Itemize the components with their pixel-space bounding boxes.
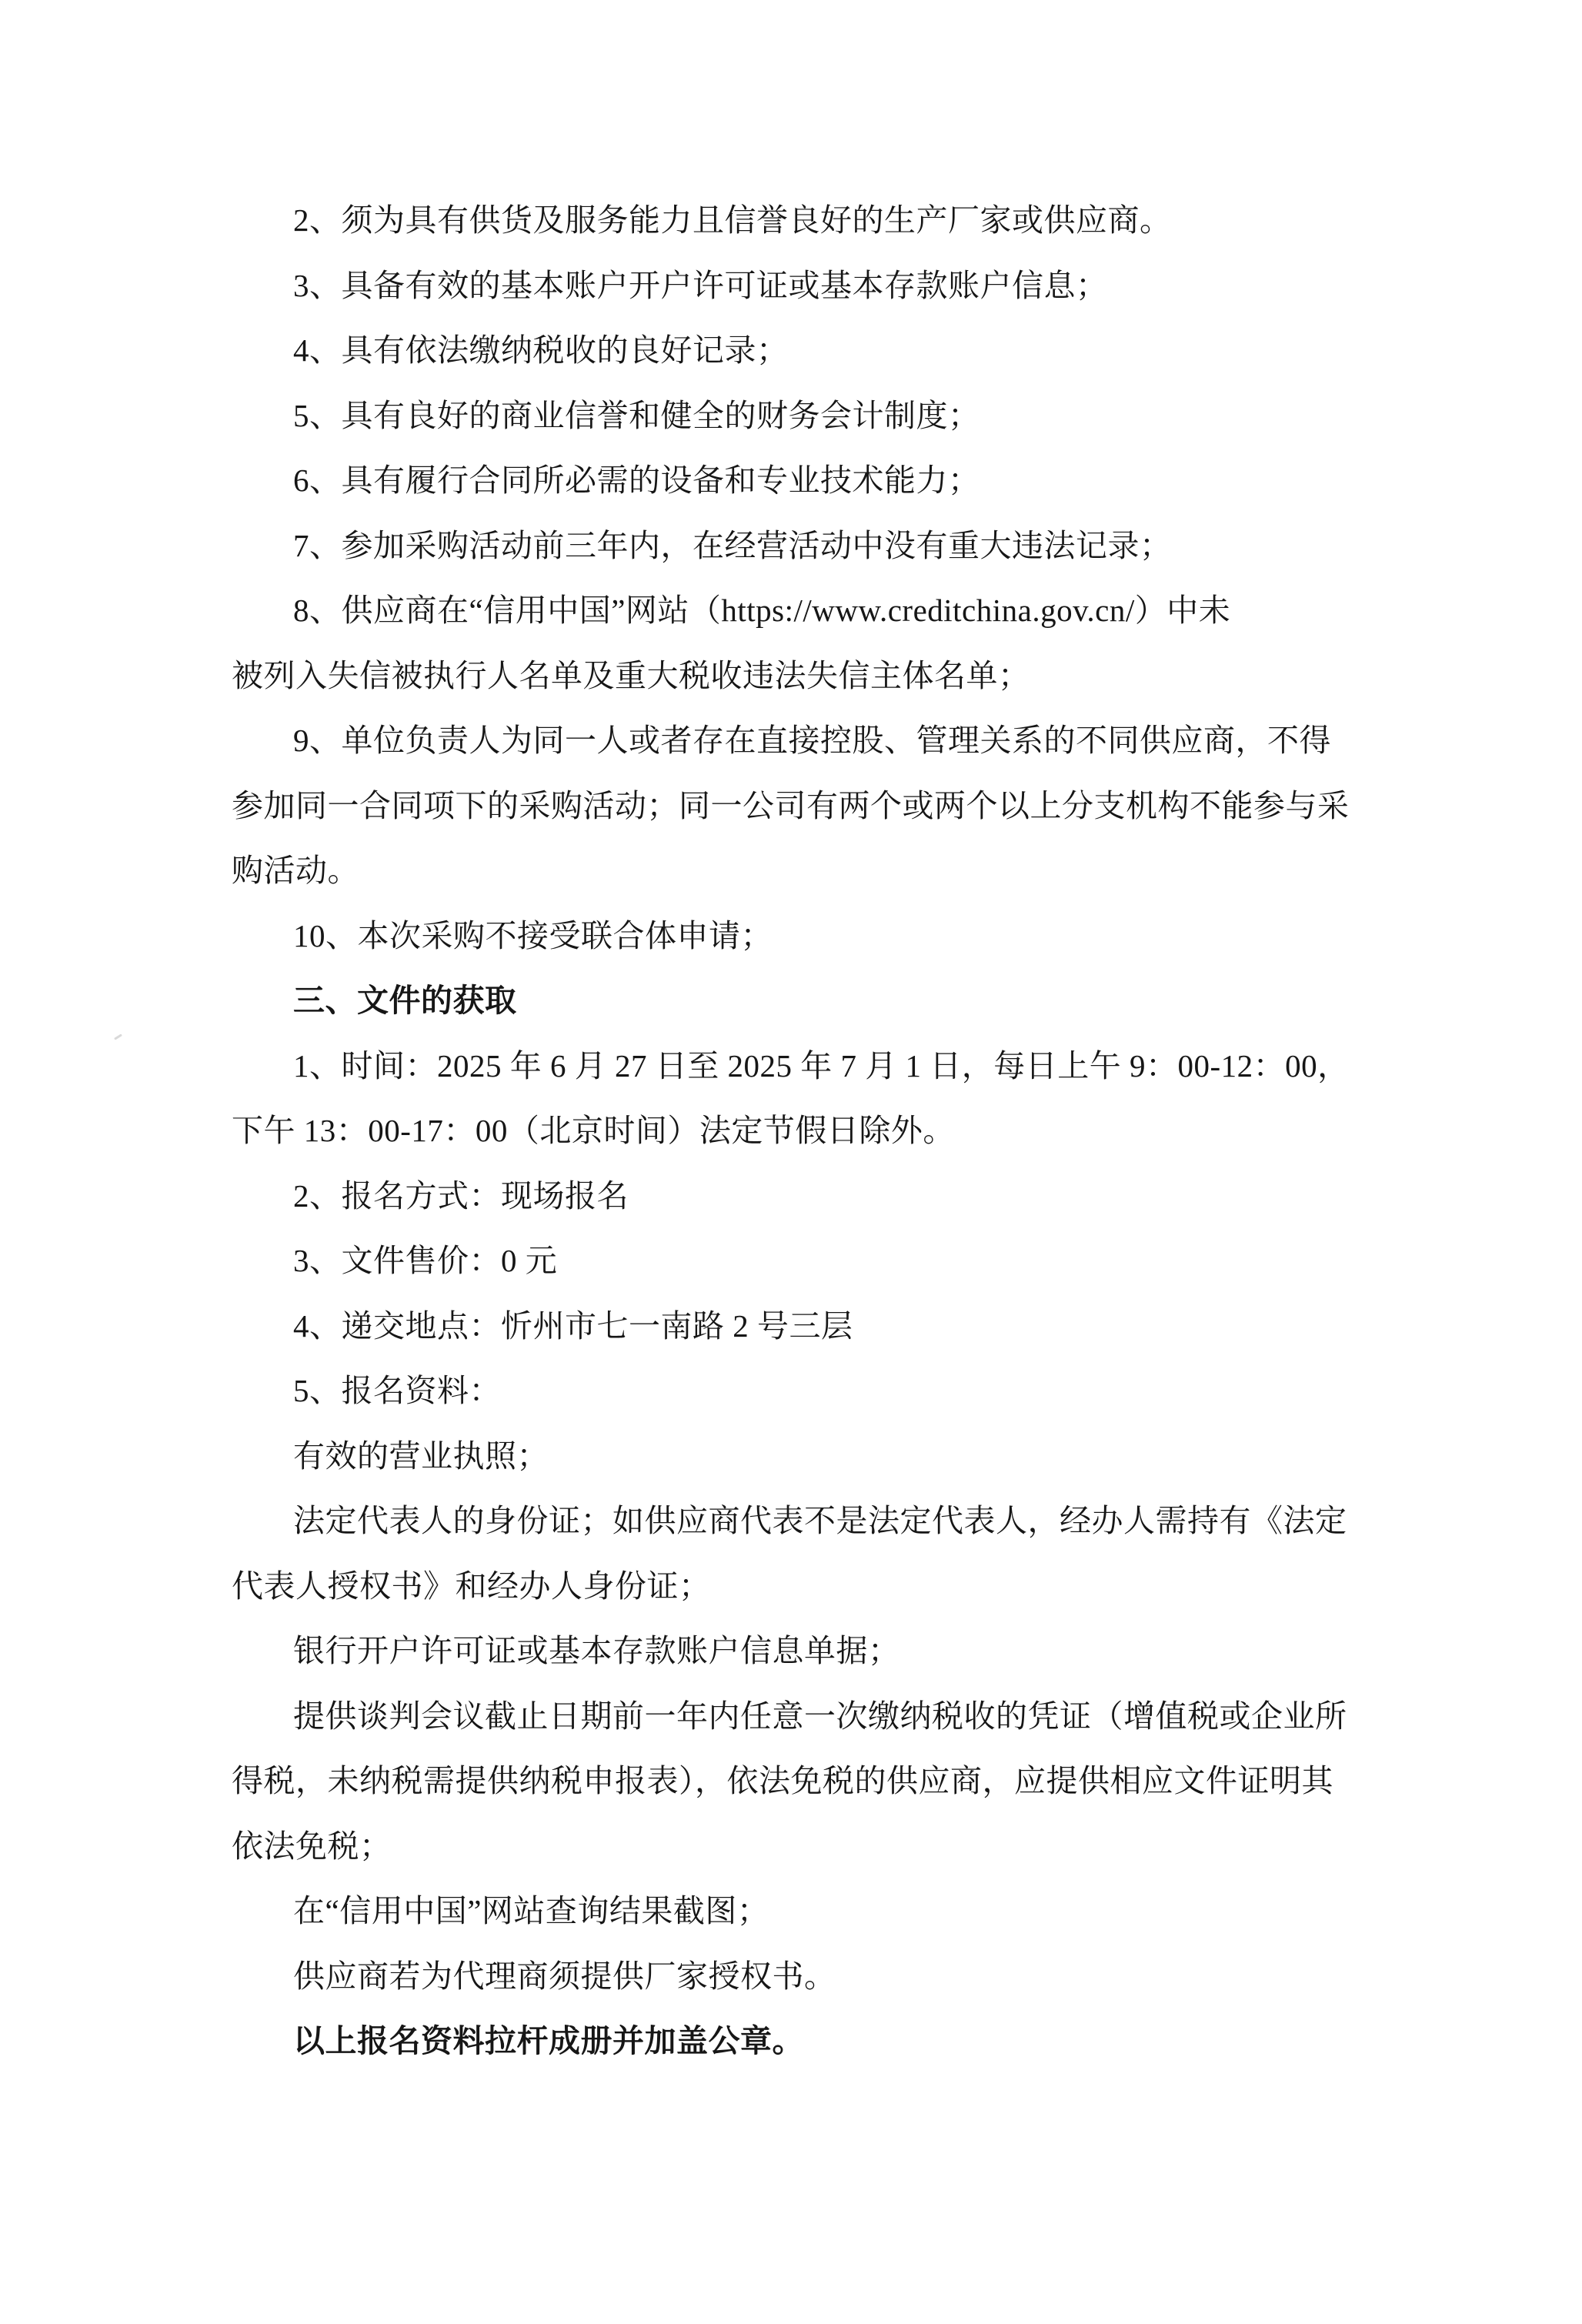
document-line: 3、具备有效的基本账户开户许可证或基本存款账户信息； [293,267,1108,303]
document-line: 法定代表人的身份证；如供应商代表不是法定代表人，经办人需持有《法定 [293,1503,1347,1538]
document-line: 3、文件售价：0 元 [293,1243,558,1278]
document-line: 4、具有依法缴纳税收的良好记录； [293,332,789,368]
document-line: 2、报名方式：现场报名 [293,1177,629,1214]
document-line: 下午 13：00-17：00（北京时间）法定节假日除外。 [232,1113,955,1148]
section-heading: 三、文件的获取 [293,983,517,1018]
document-line: 参加同一合同项下的采购活动；同一公司有两个或两个以上分支机构不能参与采 [232,787,1350,823]
document-line: 在“信用中国”网站查询结果截图； [293,1893,769,1928]
document-line: 2、须为具有供货及服务能力且信誉良好的生产厂家或供应商。 [293,202,1172,238]
document-line: 有效的营业执照； [293,1437,549,1474]
document-line: 7、参加采购活动前三年内，在经营活动中没有重大违法记录； [293,527,1172,563]
document-line-emphasis: 以上报名资料拉杆成册并加盖公章。 [293,2023,804,2059]
document-line: 1、时间：2025 年 6 月 27 日至 2025 年 7 月 1 日，每日上午 9：00-12：00， [293,1047,1350,1084]
document-line: 供应商若为代理商须提供厂家授权书。 [293,1958,836,1994]
document-content [0,188,1582,2074]
document-line: 得税，未纳税需提供纳税申报表），依法免税的供应商，应提供相应文件证明其 [232,1763,1333,1798]
document-line: 8、供应商在“信用中国”网站（https://www.creditchina.gov.cn/）中未 [293,593,1231,628]
document-line: 提供谈判会议截止日期前一年内任意一次缴纳税收的凭证（增值税或企业所 [293,1698,1347,1734]
document-line: 5、报名资料： [293,1373,501,1408]
document-line: 依法免税； [232,1828,392,1864]
document-line: 9、单位负责人为同一人或者存在直接控股、管理关系的不同供应商，不得 [293,723,1331,758]
document-line: 10、本次采购不接受联合体申请； [293,917,773,953]
document-line: 代表人授权书》和经办人身份证； [232,1568,711,1604]
document-line: 6、具有履行合同所必需的设备和专业技术能力； [293,462,980,498]
document-line: 购活动。 [232,853,359,888]
document-line: 银行开户许可证或基本存款账户信息单据； [293,1633,900,1668]
document-line: 5、具有良好的商业信誉和健全的财务会计制度； [293,397,980,433]
document-line: 被列入失信被执行人名单及重大税收违法失信主体名单； [232,657,1030,693]
document-line: 4、递交地点：忻州市七一南路 2 号三层 [293,1307,853,1344]
